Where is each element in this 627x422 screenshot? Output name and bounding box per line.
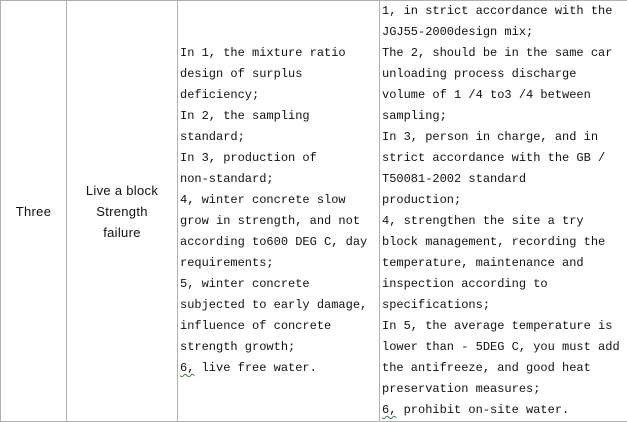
measure-line: strict accordance with the GB /	[382, 148, 626, 169]
cause-line: deficiency;	[180, 85, 378, 106]
problem-name-line: failure	[71, 222, 173, 243]
measure-line: production;	[382, 190, 626, 211]
measure-line-last	[382, 400, 626, 421]
measure-line: sampling;	[382, 106, 626, 127]
measure-line: The 2, should be in the same car	[382, 43, 626, 64]
measure-line: block management, recording the	[382, 232, 626, 253]
measure-line: temperature, maintenance and	[382, 253, 626, 274]
measure-line: inspection according to	[382, 274, 626, 295]
problem-name-line: Live a block	[71, 180, 173, 201]
cause-line: In 1, the mixture ratio	[180, 43, 378, 64]
spellcheck-marker: 6,	[382, 403, 396, 417]
cause-line: grow in strength, and not	[180, 211, 378, 232]
cause-last-text: live free water.	[194, 361, 316, 375]
measure-last-text: prohibit on-site water.	[396, 403, 569, 417]
cause-line: design of surplus	[180, 64, 378, 85]
cause-line: requirements;	[180, 253, 378, 274]
cause-cell	[178, 1, 380, 422]
cause-line: subjected to early damage,	[180, 295, 378, 316]
measure-cell	[380, 1, 627, 422]
sequence-cell	[1, 1, 67, 422]
problem-name-line: Strength	[71, 201, 173, 222]
cause-line: standard;	[180, 127, 378, 148]
measure-line: preservation measures;	[382, 379, 626, 400]
cause-line: In 3, production of	[180, 148, 378, 169]
cause-line: strength growth;	[180, 337, 378, 358]
cause-line-last	[180, 358, 378, 379]
measure-line: lower than - 5DEG C, you must add	[382, 337, 626, 358]
measure-line: the antifreeze, and good heat	[382, 358, 626, 379]
sequence-label: Three	[16, 204, 51, 219]
cause-line: influence of concrete	[180, 316, 378, 337]
cause-line: 4, winter concrete slow	[180, 190, 378, 211]
cause-line: In 2, the sampling	[180, 106, 378, 127]
measure-line: volume of 1 /4 to3 /4 between	[382, 85, 626, 106]
measure-line: specifications;	[382, 295, 626, 316]
measure-line: T50081-2002 standard	[382, 169, 626, 190]
measure-line: 4, strengthen the site a try	[382, 211, 626, 232]
table-row	[1, 1, 627, 422]
cause-line: 5, winter concrete	[180, 274, 378, 295]
measure-line: unloading process discharge	[382, 64, 626, 85]
measure-line: In 3, person in charge, and in	[382, 127, 626, 148]
measure-line: JGJ55-2000design mix;	[382, 22, 626, 43]
cause-line: according to600 DEG C, day	[180, 232, 378, 253]
measure-line: In 5, the average temperature is	[382, 316, 626, 337]
problem-name-cell	[67, 1, 178, 422]
cause-line: non-standard;	[180, 169, 378, 190]
measure-line: 1, in strict accordance with the	[382, 1, 626, 22]
spellcheck-marker: 6,	[180, 361, 194, 375]
